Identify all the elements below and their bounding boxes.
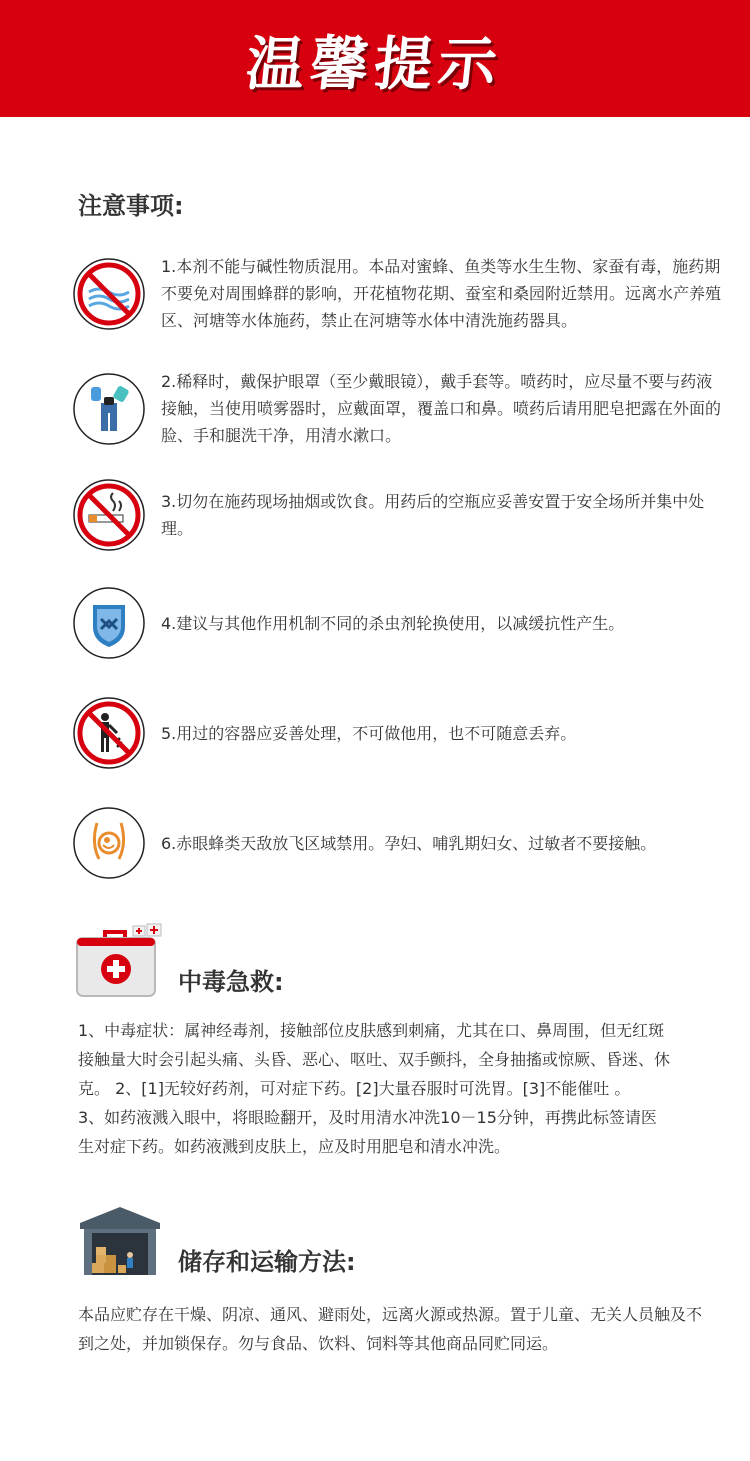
precaution-item-3 <box>73 479 723 551</box>
first-aid-line-4: 3、如药液溅入眼中，将眼睑翻开，及时用清水冲洗10－15分钟，再携此标签请医 <box>78 1108 657 1127</box>
storage-title: 储存和运输方法: <box>178 1248 356 1276</box>
no-littering-icon <box>73 697 145 769</box>
precautions-title: 注意事项: <box>78 192 184 220</box>
first-aid-body <box>78 1016 718 1161</box>
first-aid-line-1: 1、中毒症状：属神经毒剂，接触部位皮肤感到刺痛，尤其在口、鼻周围，但无红斑 <box>78 1021 665 1040</box>
first-aid-line-3: 克。 2、[1]无较好药剂，可对症下药。[2]大量吞服时可洗胃。[3]不能催吐 。 <box>78 1079 631 1098</box>
warehouse-icon <box>78 1205 162 1285</box>
rotate-shield-icon <box>73 587 145 659</box>
precaution-text-3: 3.切勿在施药现场抽烟或饮食。用药后的空瓶应妥善安置于安全场所并集中处理。 <box>161 492 705 538</box>
first-aid-line-2: 接触量大时会引起头痛、头昏、恶心、呕吐、双手颤抖，全身抽搐或惊厥、昏迷、休 <box>78 1050 671 1069</box>
no-water-pollution-icon <box>73 258 145 330</box>
precaution-text-4: 4.建议与其他作用机制不同的杀虫剂轮换使用，以减缓抗性产生。 <box>161 613 625 633</box>
protective-gear-icon <box>73 373 145 445</box>
precaution-item-5 <box>73 697 723 769</box>
precaution-text-1: 1.本剂不能与碱性物质混用。本品对蜜蜂、鱼类等水生生物、家蚕有毒，施药期不要免对周围蜂群的影响，开花植物花期、蚕室和桑园附近禁用。远离水产养殖区、河塘等水体施药，禁止在河塘等水体中清洗施药器具。 <box>161 257 722 330</box>
pregnant-woman-icon <box>73 807 145 879</box>
banner-title: 温馨提示 <box>242 29 507 98</box>
precaution-item-6 <box>73 807 723 879</box>
precaution-text-2: 2.稀释时，戴保护眼罩（至少戴眼镜），戴手套等。喷药时，应尽量不要与药液接触，当使用喷雾器时，应戴面罩，覆盖口和鼻。喷药后请用肥皂把露在外面的脸、手和腿洗干净，用清水漱口。 <box>161 372 722 445</box>
precaution-text-5: 5.用过的容器应妥善处理，不可做他用，也不可随意丢弃。 <box>161 723 577 743</box>
first-aid-title: 中毒急救: <box>178 968 284 996</box>
header-banner <box>0 0 750 117</box>
precaution-item-2 <box>73 368 723 449</box>
precaution-item-4 <box>73 587 723 659</box>
first-aid-line-5: 生对症下药。如药液溅到皮肤上，应及时用肥皂和清水冲洗。 <box>78 1137 511 1156</box>
precaution-item-1 <box>73 253 723 334</box>
first-aid-kit-icon <box>75 922 165 1006</box>
precaution-text-6: 6.赤眼蜂类天敌放飞区域禁用。孕妇、哺乳期妇女、过敏者不要接触。 <box>161 833 657 853</box>
storage-text: 本品应贮存在干燥、阴凉、通风、避雨处，远离火源或热源。置于儿童、无关人员触及不到之处，并加锁保存。勿与食品、饮料、饲料等其他商品同贮同运。 <box>78 1305 703 1353</box>
no-smoking-icon <box>73 479 145 551</box>
